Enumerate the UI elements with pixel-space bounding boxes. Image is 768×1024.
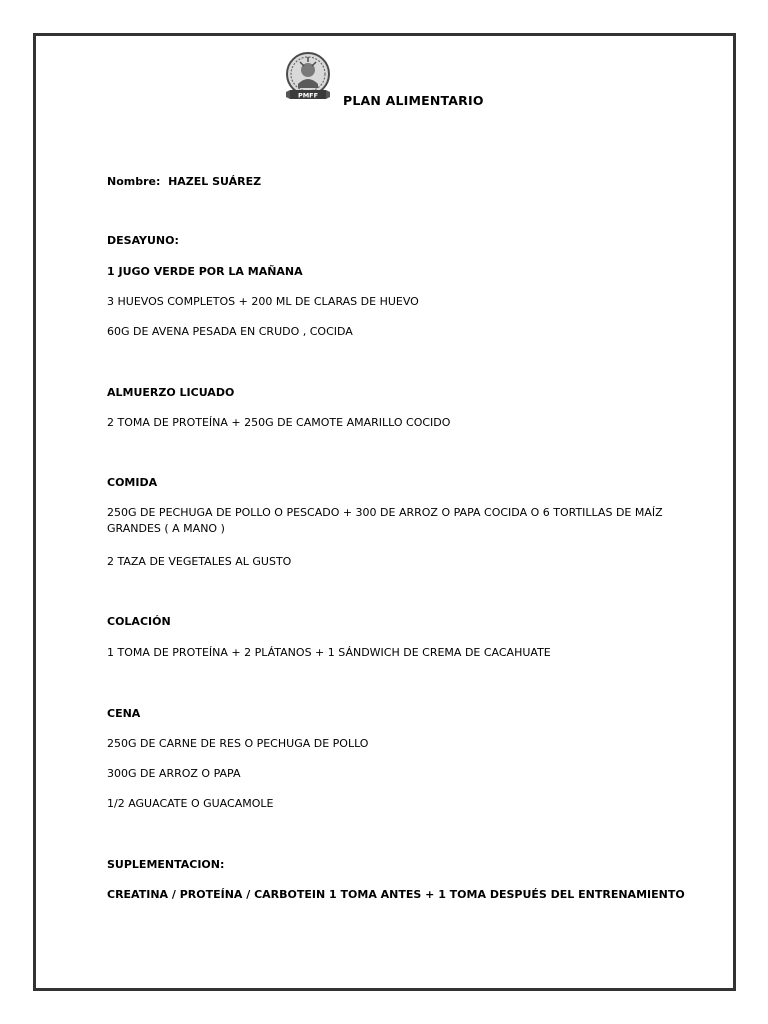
colacion-heading: COLACIÓN bbox=[107, 615, 171, 628]
name-value: HAZEL SUÁREZ bbox=[168, 175, 262, 188]
comida-heading: COMIDA bbox=[107, 476, 158, 489]
document-header bbox=[36, 36, 733, 126]
almuerzo-heading: ALMUERZO LICUADO bbox=[107, 386, 235, 399]
comida-item: 2 TAZA DE VEGETALES AL GUSTO bbox=[107, 555, 292, 568]
suplementacion-heading: SUPLEMENTACION: bbox=[107, 858, 225, 871]
patient-name-row bbox=[107, 174, 261, 190]
desayuno-item: 1 JUGO VERDE POR LA MAÑANA bbox=[107, 265, 303, 278]
desayuno-item: 60G DE AVENA PESADA EN CRUDO , COCIDA bbox=[107, 325, 353, 338]
cena-item: 250G DE CARNE DE RES O PECHUGA DE POLLO bbox=[107, 737, 369, 750]
comida-item: 250G DE PECHUGA DE POLLO O PESCADO + 300 DE ARROZ O PAPA COCIDA O 6 TORTILLAS DE MAÍZ GRANDES ( A MANO ) bbox=[107, 506, 663, 535]
desayuno-heading: DESAYUNO: bbox=[107, 234, 179, 247]
document-page bbox=[33, 33, 736, 991]
cena-heading: CENA bbox=[107, 707, 141, 720]
logo-text: PMFF bbox=[297, 91, 319, 100]
almuerzo-item: 2 TOMA DE PROTEÍNA + 250G DE CAMOTE AMARILLO COCIDO bbox=[107, 416, 451, 429]
cena-item: 300G DE ARROZ O PAPA bbox=[107, 767, 241, 780]
desayuno-item: 3 HUEVOS COMPLETOS + 200 ML DE CLARAS DE HUEVO bbox=[107, 295, 419, 308]
document-title: PLAN ALIMENTARIO bbox=[343, 93, 484, 108]
emblem-logo bbox=[284, 50, 332, 106]
name-label: Nombre: bbox=[107, 175, 161, 188]
cena-item: 1/2 AGUACATE O GUACAMOLE bbox=[107, 797, 274, 810]
colacion-item: 1 TOMA DE PROTEÍNA + 2 PLÁTANOS + 1 SÁNDWICH DE CREMA DE CACAHUATE bbox=[107, 646, 551, 659]
suplementacion-item: CREATINA / PROTEÍNA / CARBOTEIN 1 TOMA ANTES + 1 TOMA DESPUÉS DEL ENTRENAMIENTO bbox=[107, 888, 685, 901]
